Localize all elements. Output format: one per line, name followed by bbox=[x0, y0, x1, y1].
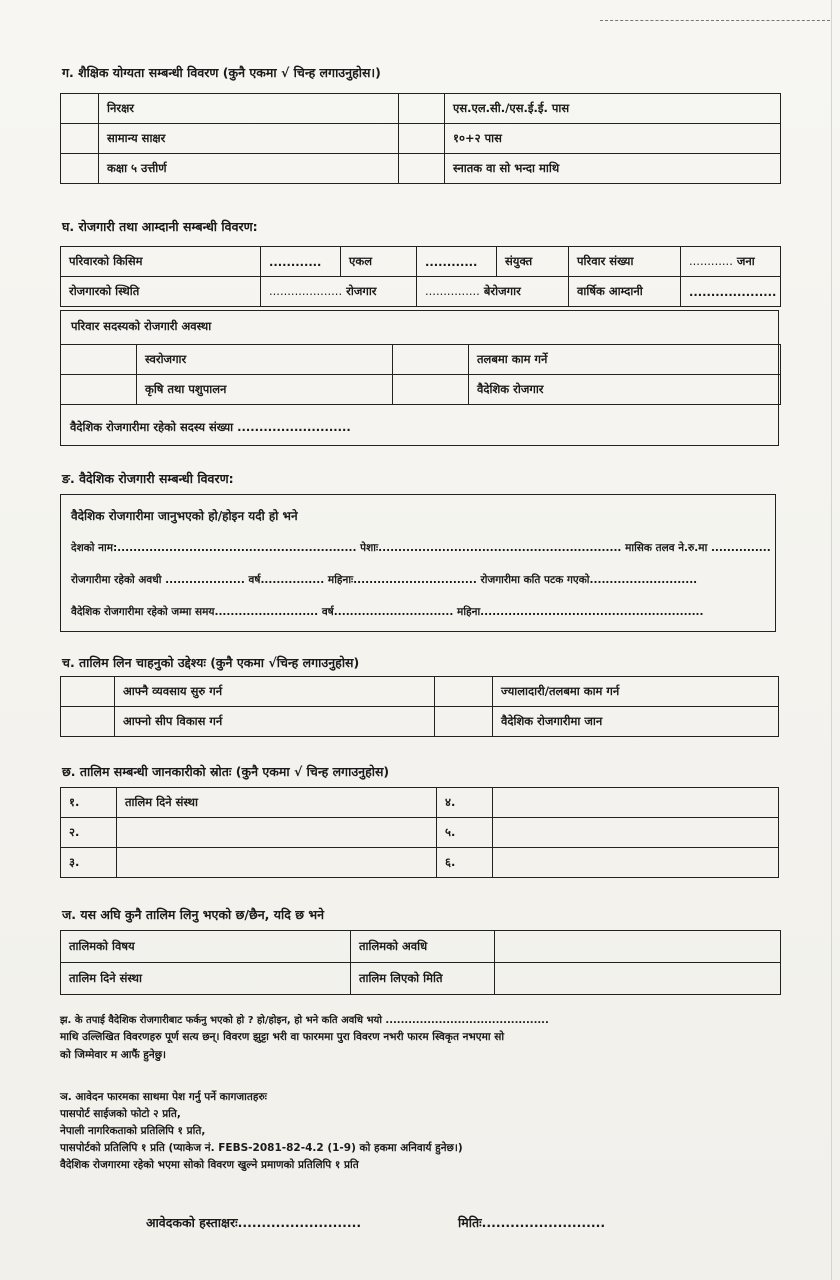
employment-family-table bbox=[60, 246, 781, 307]
unemployed-field[interactable] bbox=[417, 277, 569, 307]
employment-status-label: रोजगारको स्थिति bbox=[61, 277, 261, 307]
education-section-title: ग. शैक्षिक योग्यता सम्बन्धी विवरण (कुनै एकमा √ चिन्ह लगाउनुहोस।) bbox=[62, 65, 381, 80]
training-subject-label[interactable]: तालिमको विषय bbox=[61, 931, 351, 963]
training-date-label: तालिम लिएको मिति bbox=[351, 963, 495, 995]
checkbox-cell[interactable] bbox=[393, 345, 469, 375]
member-employment-table bbox=[60, 344, 781, 405]
checkbox-cell[interactable] bbox=[399, 154, 445, 184]
previous-training-section-title: ज. यस अघि कुनै तालिम लिनु भएको छ/छैन, यदि छ भने bbox=[62, 907, 325, 922]
source-option[interactable] bbox=[493, 848, 779, 878]
checkbox-cell[interactable] bbox=[61, 677, 115, 707]
table-row bbox=[61, 788, 779, 818]
employed-dots: .................... bbox=[269, 284, 343, 298]
foreign-employment-section-title: ङ. वैदेशिक रोजगारी सम्बन्धी विवरण: bbox=[62, 471, 234, 486]
training-date-field[interactable] bbox=[495, 963, 781, 995]
row-number: २. bbox=[61, 818, 117, 848]
document-item: नेपाली नागरिकताको प्रतिलिपि १ प्रति, bbox=[60, 1125, 206, 1137]
top-dashed-rule bbox=[600, 20, 830, 22]
family-type-label: परिवारको किसिम bbox=[61, 247, 261, 277]
education-option-left: कक्षा ५ उत्तीर्ण bbox=[99, 154, 399, 184]
education-table bbox=[60, 93, 781, 184]
agriculture-option: कृषि तथा पशुपालन bbox=[137, 375, 393, 405]
single-label: एकल bbox=[341, 247, 417, 277]
checkbox-cell[interactable] bbox=[399, 124, 445, 154]
checkbox-cell[interactable] bbox=[435, 707, 493, 737]
training-purpose-section-title: च. तालिम लिन चाहनुको उद्देश्यः (कुनै एकमा √चिन्ह लगाउनुहोस) bbox=[62, 655, 360, 670]
foreign-question: वैदेशिक रोजगारीमा जानुभएको हो/होइन यदी हो भने bbox=[71, 509, 298, 523]
people-unit: जना bbox=[736, 254, 755, 268]
training-duration-label: तालिमको अवधि bbox=[351, 931, 495, 963]
table-row bbox=[61, 677, 779, 707]
source-option[interactable] bbox=[117, 818, 437, 848]
annual-income-field[interactable]: .................... bbox=[681, 277, 781, 307]
purpose-option-right: वैदेशिक रोजगारीमा जान bbox=[493, 707, 779, 737]
table-row bbox=[61, 247, 781, 277]
country-occupation-salary-field[interactable]: देशको नाम:............................................................ पेशाः............................................................. मासिक तलव ने.रु.मा ............... bbox=[71, 542, 771, 554]
table-row bbox=[61, 375, 781, 405]
checkbox-cell[interactable] bbox=[61, 707, 115, 737]
previous-training-table bbox=[60, 930, 781, 995]
row-number: ३. bbox=[61, 848, 117, 878]
education-option-right: स्नातक वा सो भन्दा माथि bbox=[445, 154, 781, 184]
table-row bbox=[61, 124, 781, 154]
document-item: पासपोर्टको प्रतिलिपि १ प्रति (प्याकेज नं. FEBS-2081-82-4.2 (1-9) को हकमा अनिवार्य हुनेछ।) bbox=[60, 1142, 463, 1154]
documents-section-title: ञ. आवेदन फारमका साथमा पेश गर्नु पर्ने कागजातहरुः bbox=[60, 1091, 267, 1103]
table-row bbox=[61, 931, 781, 963]
training-purpose-table bbox=[60, 676, 779, 737]
declaration-line-1: माथि उल्लिखित विवरणहरु पूर्ण सत्य छन्। विवरण झुट्टा भरी वा फारममा पुरा विवरण नभरी फारम स्विकृत नभएमा सो bbox=[60, 1031, 505, 1043]
employed-label: रोजगार bbox=[346, 284, 377, 298]
family-count-field[interactable] bbox=[681, 247, 781, 277]
training-institute-label[interactable]: तालिम दिने संस्था bbox=[61, 963, 351, 995]
table-row bbox=[61, 848, 779, 878]
document-item: वैदेशिक रोजगारमा रहेको भएमा सोको विवरण खुल्ने प्रमाणको प्रतिलिपि १ प्रति bbox=[60, 1159, 359, 1171]
checkbox-cell[interactable] bbox=[399, 94, 445, 124]
document-item: पासपोर्ट साईजको फोटो २ प्रति, bbox=[60, 1108, 181, 1120]
applicant-signature-field[interactable]: आवेदकको हस्ताक्षरः.......................... bbox=[146, 1215, 362, 1230]
family-count-label: परिवार संख्या bbox=[569, 247, 681, 277]
return-from-foreign-question[interactable]: झ. के तपाई वैदेशिक रोजगारीबाट फर्कनु भएको हो ? हो/होइन, हो भने कति अवधि भयो ........................................... bbox=[60, 1015, 549, 1026]
purpose-option-left: आफ्नो सीप विकास गर्न bbox=[115, 707, 435, 737]
info-source-section-title: छ. तालिम सम्बन्धी जानकारीको स्रोतः (कुनै एकमा √ चिन्ह लगाउनुहोस) bbox=[62, 764, 390, 779]
declaration-line-2: को जिम्मेवार म आफैं हुनेछु। bbox=[60, 1049, 167, 1061]
source-option[interactable] bbox=[493, 788, 779, 818]
row-number: १. bbox=[61, 788, 117, 818]
checkbox-cell[interactable] bbox=[393, 375, 469, 405]
table-row bbox=[61, 818, 779, 848]
checkbox-cell[interactable] bbox=[61, 375, 137, 405]
date-field[interactable]: मितिः.......................... bbox=[458, 1215, 606, 1230]
table-row bbox=[61, 94, 781, 124]
purpose-option-left: आफ्नै व्यवसाय सुरु गर्न bbox=[115, 677, 435, 707]
checkbox-cell[interactable] bbox=[61, 154, 99, 184]
joint-fill-field[interactable]: ............ bbox=[417, 247, 497, 277]
purpose-option-right: ज्यालादारी/तलबमा काम गर्न bbox=[493, 677, 779, 707]
source-option: तालिम दिने संस्था bbox=[117, 788, 437, 818]
row-number: ५. bbox=[437, 818, 493, 848]
table-row bbox=[61, 345, 781, 375]
foreign-employment-box bbox=[60, 494, 776, 632]
source-option[interactable] bbox=[493, 818, 779, 848]
salaried-option: तलबमा काम गर्ने bbox=[469, 345, 781, 375]
row-number: ४. bbox=[437, 788, 493, 818]
education-option-left: निरक्षर bbox=[99, 94, 399, 124]
employed-field[interactable] bbox=[261, 277, 417, 307]
member-status-label: परिवार सदस्यको रोजगारी अवस्था bbox=[71, 319, 212, 333]
employment-duration-field[interactable]: रोजगारीमा रहेको अवधी .................... वर्ष................ महिनाः............................... रोजगारीमा कति पटक गएको........................... bbox=[71, 574, 698, 586]
employment-section-title: घ. रोजगारी तथा आम्दानी सम्बन्धी विवरण: bbox=[62, 219, 258, 234]
education-option-left: सामान्य साक्षर bbox=[99, 124, 399, 154]
table-row bbox=[61, 154, 781, 184]
table-row bbox=[61, 963, 781, 995]
checkbox-cell[interactable] bbox=[61, 124, 99, 154]
unemployed-dots: ............... bbox=[425, 284, 480, 298]
family-count-dots: ............ bbox=[689, 254, 733, 268]
self-employed-option: स्वरोजगार bbox=[137, 345, 393, 375]
checkbox-cell[interactable] bbox=[61, 94, 99, 124]
source-option[interactable] bbox=[117, 848, 437, 878]
training-duration-field[interactable] bbox=[495, 931, 781, 963]
joint-label: संयुक्त bbox=[497, 247, 569, 277]
checkbox-cell[interactable] bbox=[61, 345, 137, 375]
unemployed-label: बेरोजगार bbox=[483, 284, 521, 298]
education-option-right: एस.एल.सी./एस.ई.ई. पास bbox=[445, 94, 781, 124]
foreign-employment-option: वैदेशिक रोजगार bbox=[469, 375, 781, 405]
foreign-member-count-field[interactable]: वैदेशिक रोजगारीमा रहेको सदस्य संख्या .......................... bbox=[70, 420, 351, 434]
page-fold-line bbox=[831, 0, 832, 1280]
annual-income-label: वार्षिक आम्दानी bbox=[569, 277, 681, 307]
checkbox-cell[interactable] bbox=[435, 677, 493, 707]
total-foreign-time-field[interactable]: वैदेशिक रोजगारीमा रहेको जम्मा समय.......................... वर्ष.............................. महिना........................................................ bbox=[71, 606, 704, 618]
single-fill-field[interactable]: ............ bbox=[261, 247, 341, 277]
row-number: ६. bbox=[437, 848, 493, 878]
info-source-table bbox=[60, 787, 779, 878]
table-row bbox=[61, 277, 781, 307]
table-row bbox=[61, 707, 779, 737]
education-option-right: १०+२ पास bbox=[445, 124, 781, 154]
